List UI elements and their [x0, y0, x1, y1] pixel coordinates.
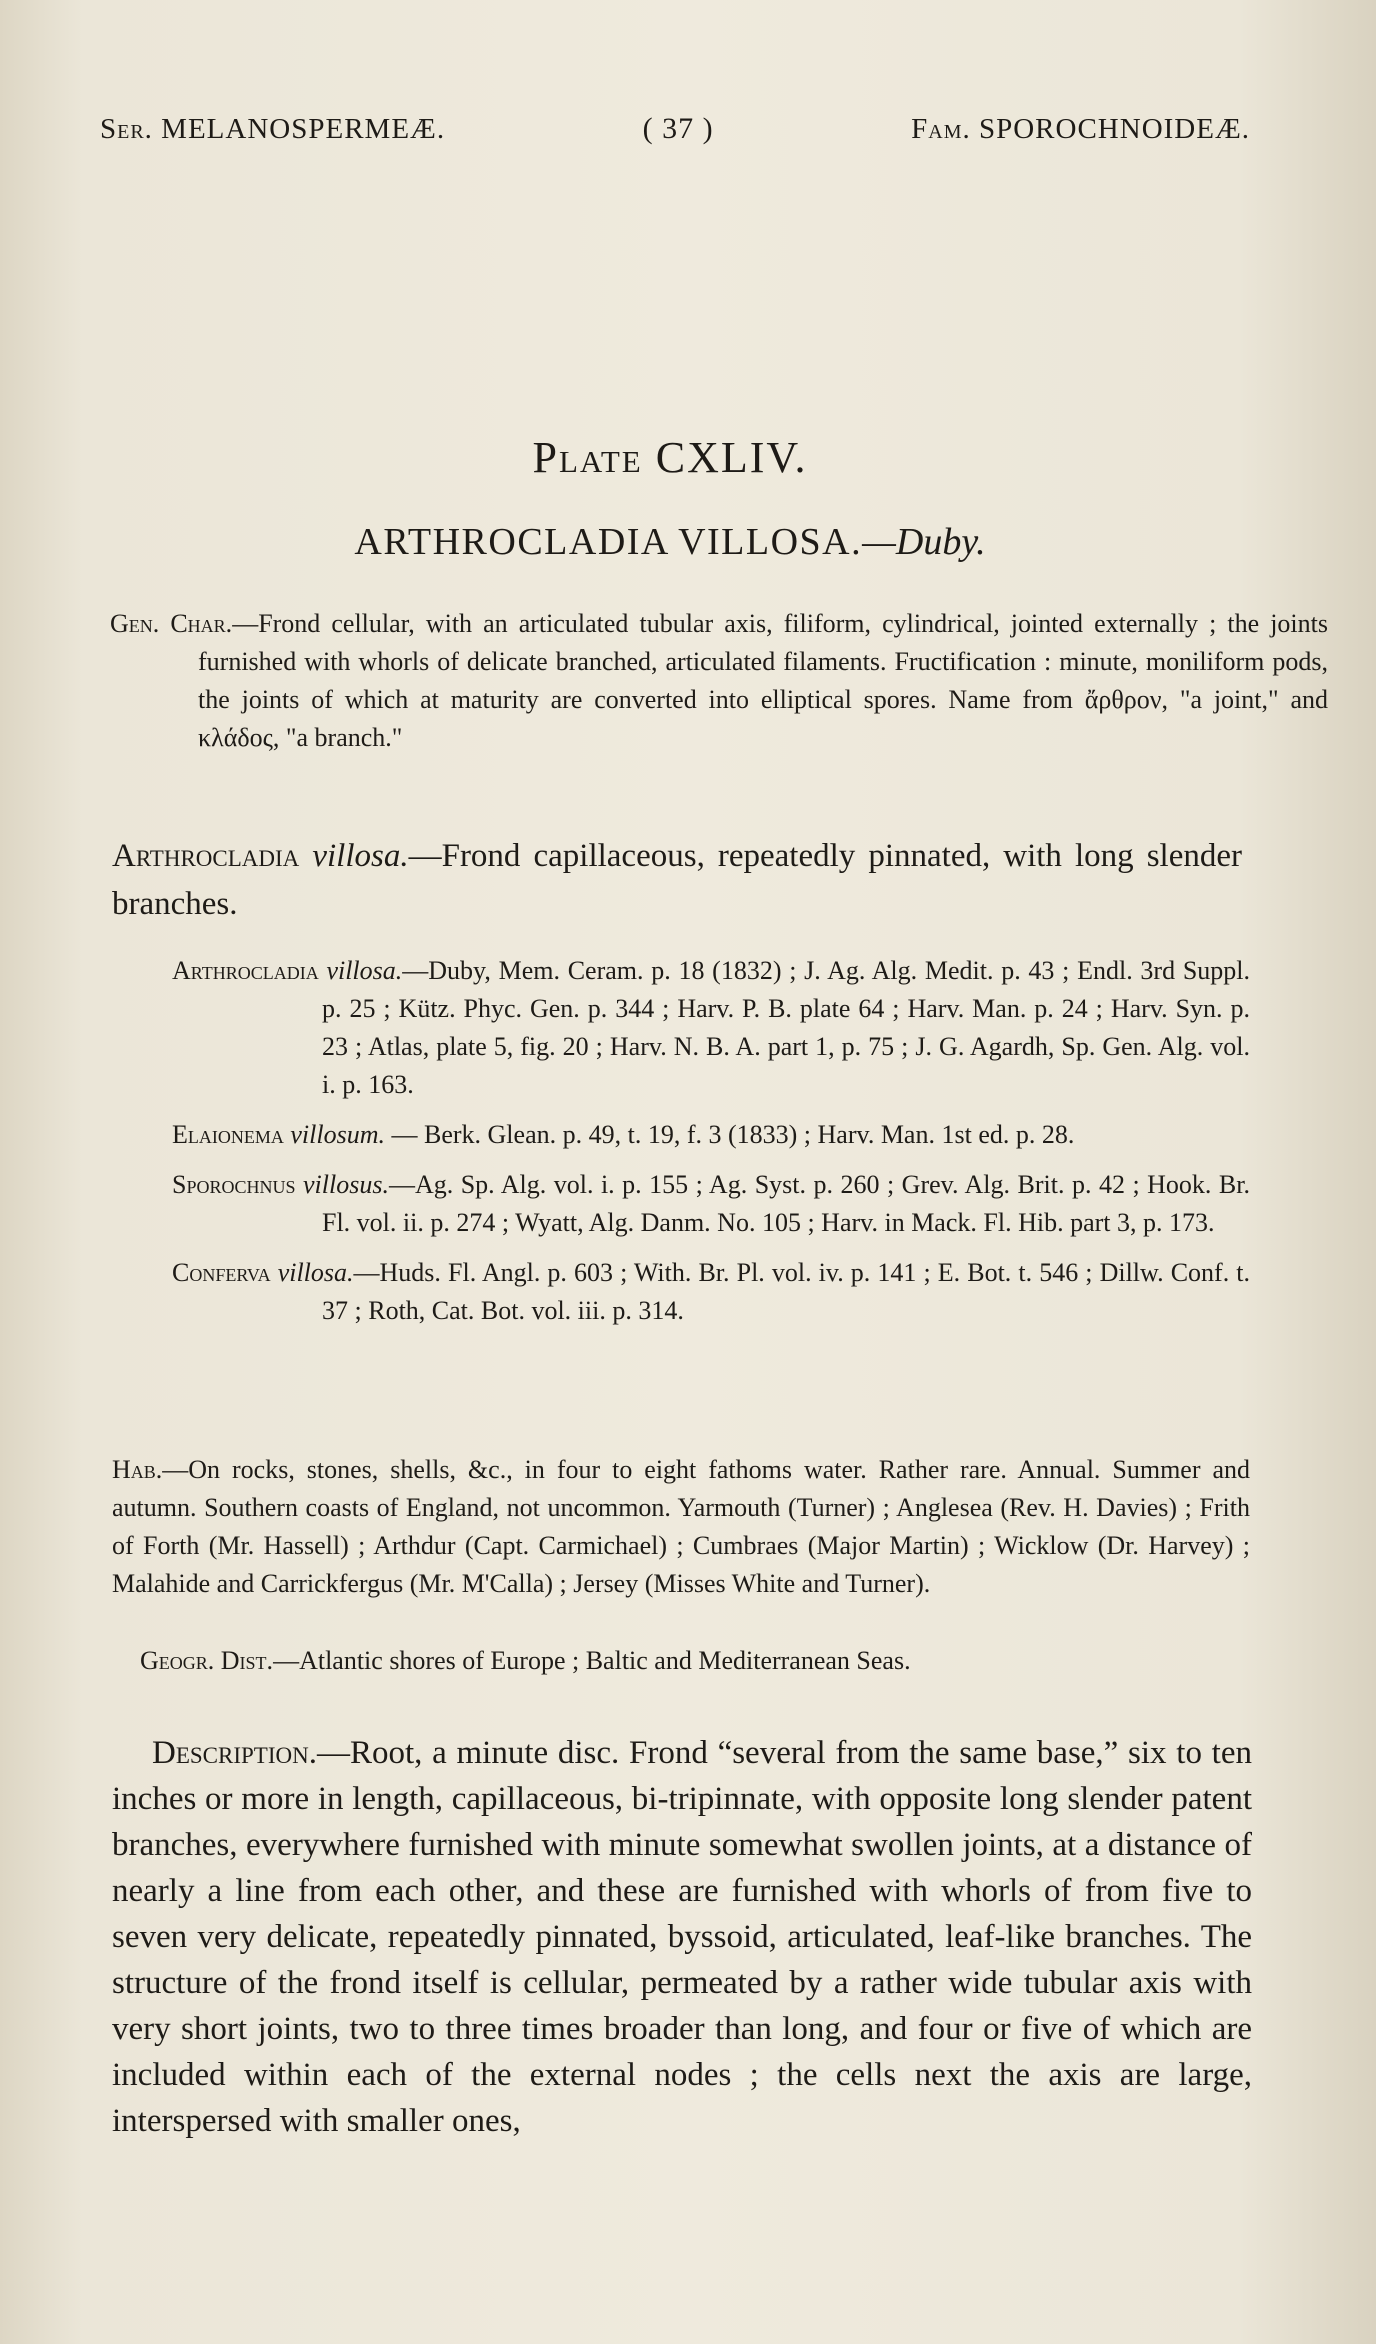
- gen-char-text: —Frond cellular, with an articulated tubular axis, filiform, cylindrical, jointed externally ; the joints furnished with whorls of delicate branched, articulated filaments. Fructification : minute, moniliform pods, the joints of which at maturity are converted into elliptical spores. Name from ἄρθρον, "a joint," and κλάδος, "a branch.": [198, 609, 1328, 752]
- hab-label: Hab.: [112, 1455, 163, 1484]
- geographic-distribution: [140, 1642, 1240, 1680]
- synonym-epithet: villosum.: [290, 1120, 385, 1149]
- synonym-text: — Berk. Glean. p. 49, t. 19, f. 3 (1833) ; Harv. Man. 1st ed. p. 28.: [384, 1120, 1075, 1149]
- synonym-epithet: villosus.: [303, 1170, 389, 1199]
- geogr-label: Geogr. Dist.: [140, 1646, 274, 1675]
- lead-epithet: villosa.: [312, 838, 409, 874]
- lead-text: —Frond capillaceous, repeatedly pinnated, with long slender branches.: [112, 838, 1243, 922]
- family-heading: Fam. SPOROCHNOIDEÆ.: [911, 113, 1250, 145]
- synonym-entry: [172, 952, 1250, 1104]
- synonym-genus: Conferva: [172, 1258, 271, 1287]
- geogr-text: —Atlantic shores of Europe ; Baltic and Mediterranean Seas.: [273, 1646, 911, 1675]
- synonymy-list: [172, 952, 1250, 1342]
- synonym-text: —Duby, Mem. Ceram. p. 18 (1832) ; J. Ag. Alg. Medit. p. 43 ; Endl. 3rd Suppl. p. 25 ; Kütz. Phyc. Gen. p. 344 ; Harv. P. B. plate 64 ; Harv. Man. p. 24 ; Harv. Syn. p. 23 ; Atlas, plate 5, fig. 20 ; Harv. N. B. A. part 1, p. 75 ; J. G. Agardh, Sp. Gen. Alg. vol. i. p. 163.: [322, 956, 1250, 1099]
- synonym-text: —Ag. Sp. Alg. vol. i. p. 155 ; Ag. Syst. p. 260 ; Grev. Alg. Brit. p. 42 ; Hook. Br. Fl. vol. ii. p. 274 ; Wyatt, Alg. Danm. No. 105 ; Harv. in Mack. Fl. Hib. part 3, p. 173.: [322, 1170, 1250, 1237]
- series-heading: Ser. MELANOSPERMEÆ.: [100, 113, 446, 145]
- running-head: [100, 112, 1250, 146]
- synonym-entry: [172, 1116, 1250, 1154]
- description-paragraph: [112, 1730, 1252, 2144]
- lead-genus: Arthrocladia: [112, 838, 300, 874]
- synonym-text: —Huds. Fl. Angl. p. 603 ; With. Br. Pl. vol. iv. p. 141 ; E. Bot. t. 546 ; Dillw. Conf. t. 37 ; Roth, Cat. Bot. vol. iii. p. 314.: [322, 1258, 1251, 1325]
- species-name: ARTHROCLADIA VILLOSA.: [354, 521, 863, 563]
- synonym-epithet: villosa.: [277, 1258, 354, 1287]
- synonym-entry: [172, 1166, 1250, 1242]
- page-number: ( 37 ): [642, 112, 714, 145]
- synonym-genus: Elaionema: [172, 1120, 284, 1149]
- species-diagnosis: [112, 832, 1242, 928]
- description-label: Description.: [152, 1735, 317, 1771]
- synonym-entry: [172, 1254, 1250, 1330]
- species-title: [0, 520, 1340, 564]
- hab-text: —On rocks, stones, shells, &c., in four to eight fathoms water. Rather rare. Annual. Summer and autumn. Southern coasts of England, not uncommon. Yarmouth (Turner) ; Anglesea (Rev. H. Davies) ; Frith of Forth (Mr. Hassell) ; Arthdur (Capt. Carmichael) ; Cumbraes (Major Martin) ; Wicklow (Dr. Harvey) ; Malahide and Carrickfergus (Mr. M'Calla) ; Jersey (Misses White and Turner).: [112, 1455, 1250, 1598]
- species-author: —Duby.: [862, 521, 986, 563]
- synonym-epithet: villosa.: [326, 956, 403, 985]
- gen-char-label: Gen. Char.: [110, 609, 233, 638]
- description-text: —Root, a minute disc. Frond “several from the same base,” six to ten inches or more in length, capillaceous, bi-tripinnate, with opposite long slender patent branches, everywhere furnished with minute somewhat swollen joints, at a distance of nearly a line from each other, and these are furnished with whorls of from five to seven very delicate, repeatedly pinnated, byssoid, articulated, leaf-like branches. The structure of the frond itself is cellular, permeated by a rather wide tubular axis with very short joints, two to three times broader than long, and four or five of which are included within each of the external nodes ; the cells next the axis are large, interspersed with smaller ones,: [112, 1735, 1252, 2139]
- synonym-genus: Arthrocladia: [172, 956, 319, 985]
- generic-character: [110, 605, 1328, 757]
- habitat-paragraph: [112, 1451, 1250, 1603]
- plate-title: Plate CXLIV.: [532, 433, 808, 482]
- synonym-genus: Sporochnus: [172, 1170, 296, 1199]
